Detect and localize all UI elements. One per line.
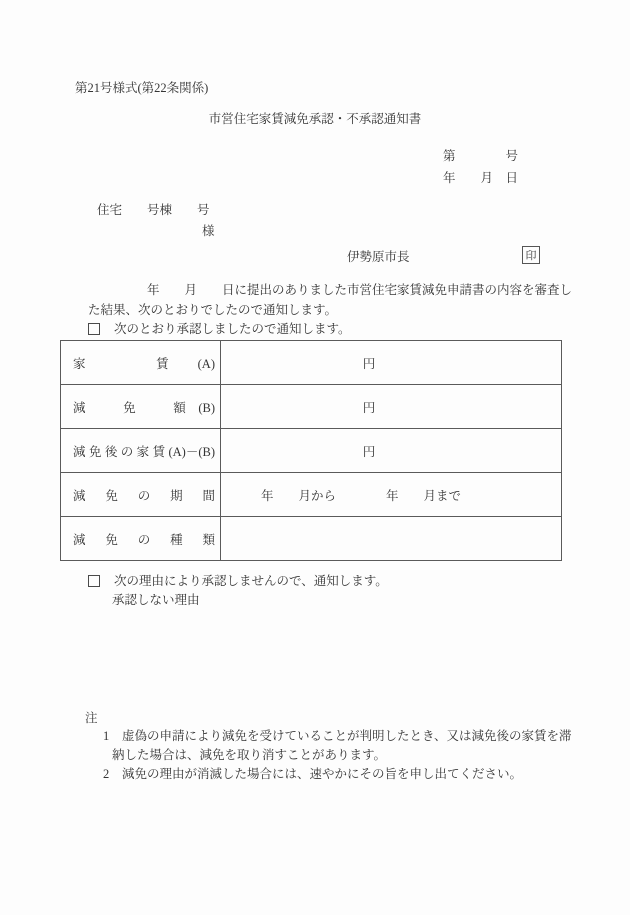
- form-number: 第21号様式(第22条関係): [75, 81, 209, 95]
- reduction-type-value: [221, 517, 562, 561]
- table-row-reduction-type: [61, 517, 562, 561]
- note-1-number: 1: [103, 729, 110, 743]
- document-title: 市営住宅家賃減免承認・不承認通知書: [208, 112, 422, 126]
- note-1-text-line-2: 納した場合は、減免を取り消すことがあります。: [112, 748, 387, 762]
- table-row-reduction-period: [61, 473, 562, 517]
- approval-option: [88, 321, 351, 338]
- rent-label: 家 賃(A): [61, 341, 221, 385]
- rejection-statement: 次の理由により承認しませんので、通知します。: [114, 574, 388, 588]
- document-date-line: 年 月 日: [443, 171, 519, 185]
- reduction-amount-label: 減 免 額(B): [61, 385, 221, 429]
- note-2-number: 2: [103, 767, 110, 781]
- reduction-amount-value: 円: [221, 385, 562, 429]
- table-row-reduction-amount: [61, 385, 562, 429]
- intro-line-1: 年 月 日に提出のありました市営住宅家賃減免申請書の内容を審査し: [147, 283, 573, 297]
- rejection-option: [88, 573, 388, 590]
- document-number-line: 第 号: [443, 149, 519, 163]
- note-item-2: [103, 766, 522, 783]
- note-1-text-line-1: 虚偽の申請により減免を受けていることが判明したとき、又は減免後の家賃を滞: [122, 729, 572, 743]
- table-row-rent: [61, 341, 562, 385]
- reduction-period-label: 減 免 の 期 間: [61, 473, 221, 517]
- note-item-1-continued: [112, 747, 386, 764]
- rejection-reason-label: 承認しない理由: [112, 593, 200, 607]
- approval-statement: 次のとおり承認しましたので通知します。: [114, 322, 351, 336]
- rent-reduction-table: [60, 340, 562, 561]
- notes-heading: 注: [85, 711, 98, 725]
- rejection-checkbox[interactable]: [88, 575, 100, 587]
- note-item-1: [103, 728, 572, 745]
- rent-value: 円: [221, 341, 562, 385]
- addressee-housing-line: 住宅 号棟 号: [97, 203, 210, 217]
- seal-stamp-box: 印: [522, 246, 540, 264]
- reduction-type-label: 減 免 の 種 類: [61, 517, 221, 561]
- sender-name: 伊勢原市長: [347, 250, 410, 264]
- approval-checkbox[interactable]: [88, 323, 100, 335]
- intro-line-2: た結果、次のとおりでしたので通知します。: [88, 303, 338, 317]
- rent-after-reduction-label: 減免後の家賃(A)－(B): [61, 429, 221, 473]
- table-row-rent-after-reduction: [61, 429, 562, 473]
- note-2-text-line-1: 減免の理由が消滅した場合には、速やかにその旨を申し出てください。: [122, 767, 523, 781]
- addressee-honorific: 様: [202, 224, 215, 238]
- rent-after-reduction-value: 円: [221, 429, 562, 473]
- reduction-period-value: 年 月から 年 月まで: [221, 473, 562, 517]
